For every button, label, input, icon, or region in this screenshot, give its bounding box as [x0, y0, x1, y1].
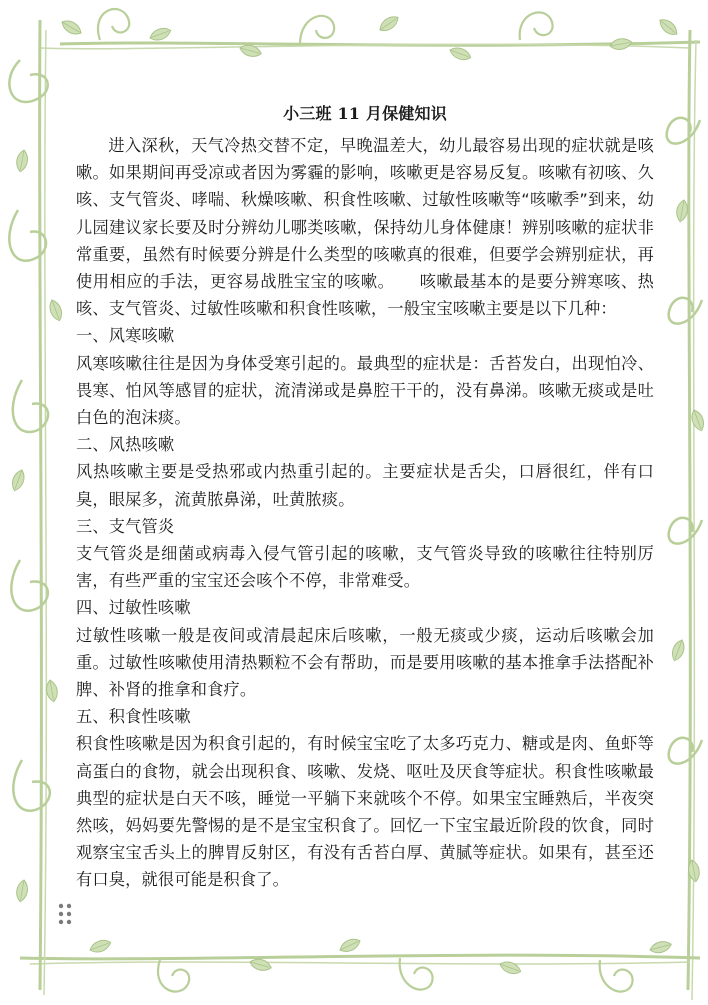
section-body-bronchitis: 支气管炎是细菌或病毒入侵气管引起的咳嗽，支气管炎导致的咳嗽往往特别厉害，有些严重的宝宝还会咳个不停，非常难受。 [76, 544, 654, 591]
section-body-wind-cold: 风寒咳嗽往往是因为身体受寒引起的。最典型的症状是：舌苔发白，出现怕冷、畏寒、怕风等感冒的症状，流清涕或是鼻腔干干的，没有鼻涕。咳嗽无痰或是吐白色的泡沫痰。 [76, 353, 654, 428]
section-body-wind-heat: 风热咳嗽主要是受热邪或内热重引起的。主要症状是舌尖，口唇很红，伴有口臭，眼屎多，流黄脓鼻涕，吐黄脓痰。 [76, 462, 654, 509]
section-heading-bronchitis: 三、支气管炎 [76, 516, 175, 536]
page-title: 小三班 11 月保健知识 [283, 104, 447, 123]
document-body [76, 98, 654, 894]
drag-handle-icon[interactable] [57, 902, 73, 926]
section-heading-wind-cold: 一、风寒咳嗽 [76, 326, 175, 346]
section-heading-food-stagnation-cough: 五、积食性咳嗽 [76, 707, 191, 727]
section-heading-allergic-cough: 四、过敏性咳嗽 [76, 598, 191, 618]
section-body-food-stagnation-cough: 积食性咳嗽是因为积食引起的，有时候宝宝吃了太多巧克力、糖或是肉、鱼虾等高蛋白的食物，就会出现积食、咳嗽、发烧、呕吐及厌食等症状。积食性咳嗽最典型的症状是白天不咳，睡觉一平躺下来就咳个不停。如果宝宝睡熟后，半夜突然咳，妈妈要先警惕的是不是宝宝积食了。回忆一下宝宝最近阶段的饮食，同时观察宝宝舌头上的脾胃反射区，有没有舌苔白厚、黄腻等症状。如果有，甚至还有口臭，就很可能是积食了。 [76, 734, 654, 890]
intro-paragraph: 进入深秋，天气冷热交替不定，早晚温差大，幼儿最容易出现的症状就是咳嗽。如果期间再受凉或者因为雾霾的影响，咳嗽更是容易反复。咳嗽有初咳、久咳、支气管炎、哮喘、秋燥咳嗽、积食性咳嗽、过敏性咳嗽等“咳嗽季”到来，幼儿园建议家长要及时分辨幼儿哪类咳嗽，保持幼儿身体健康！辨别咳嗽的症状非常重要，虽然有时候要分辨是什么类型的咳嗽真的很难，但要学会辨别症状，再使用相应的手法，更容易战胜宝宝的咳嗽。 咳嗽最基本的是要分辨寒咳、热咳、支气管炎、过敏性咳嗽和积食性咳嗽，一般宝宝咳嗽主要是以下几种： [76, 136, 654, 319]
section-body-allergic-cough: 过敏性咳嗽一般是夜间或清晨起床后咳嗽，一般无痰或少痰，运动后咳嗽会加重。过敏性咳嗽使用清热颗粒不会有帮助，而是要用咳嗽的基本推拿手法搭配补脾、补肾的推拿和食疗。 [76, 625, 654, 700]
section-heading-wind-heat: 二、风热咳嗽 [76, 435, 175, 455]
